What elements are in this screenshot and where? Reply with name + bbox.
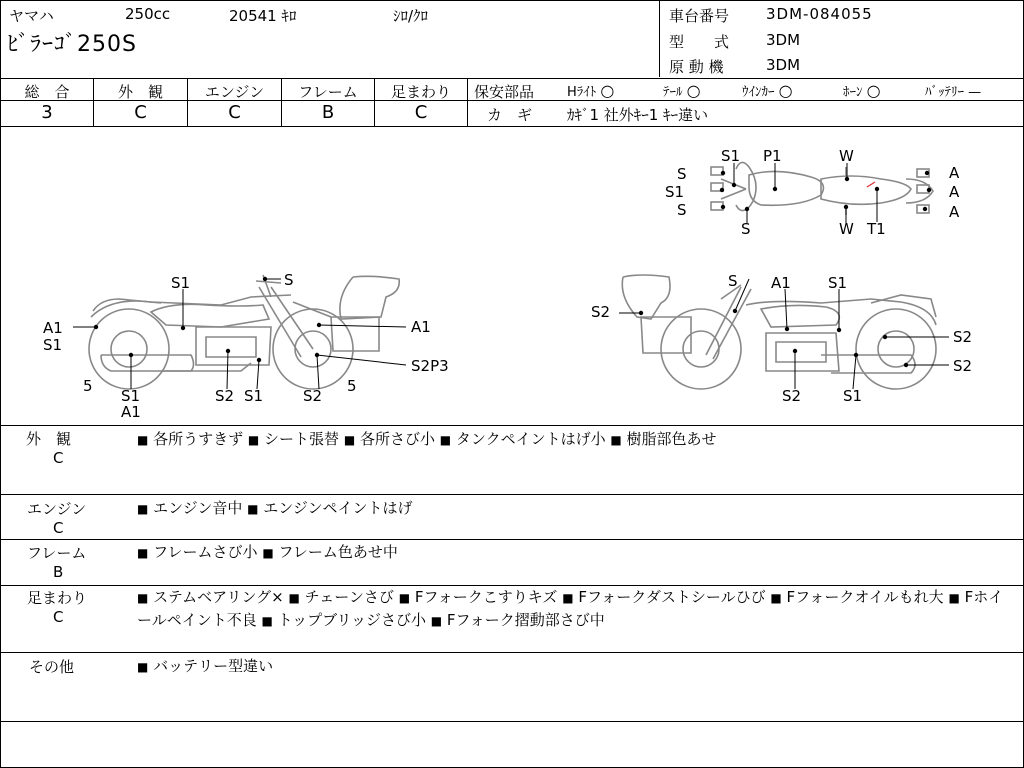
condition-title-exterior: 外 観	[26, 430, 72, 448]
grade-header-engine: エンジン	[204, 83, 265, 101]
right-label-s2d: S2	[782, 387, 802, 405]
right-label-a1: A1	[771, 274, 791, 292]
key-label: カ ギ	[487, 106, 533, 124]
left-label-a1: A1	[43, 319, 63, 337]
grade-frame: B	[321, 102, 335, 123]
bike-right-side-view	[622, 275, 936, 389]
frame-no-label: 車台番号	[669, 7, 730, 25]
safety-item-winker: ｳｲﾝｶｰ ○	[742, 81, 793, 100]
left-label-s2b: S2	[303, 387, 323, 405]
grade-header-exterior: 外 観	[117, 83, 163, 101]
bike-left-side-view	[89, 275, 399, 389]
left-label-s1: S1	[171, 274, 191, 292]
left-label-a1c: A1	[121, 403, 141, 421]
displacement: 250cc	[125, 5, 171, 23]
right-label-s2c: S2	[953, 357, 973, 375]
safety-item-horn: ﾎｰﾝ ○	[843, 81, 881, 100]
right-label-s1: S1	[828, 274, 848, 292]
condition-title-other: その他	[29, 658, 75, 676]
condition-items-engine: ■ エンジン音中 ■ エンジンペイントはげ	[137, 499, 413, 517]
top-label-s: S	[677, 165, 687, 183]
condition-grade-exterior: C	[53, 449, 64, 467]
left-label-s1d: S1	[244, 387, 264, 405]
top-label-a-c: A	[949, 203, 960, 221]
condition-grade-suspension: C	[53, 608, 64, 626]
top-label-p1: P1	[763, 147, 782, 165]
top-label-s1: S1	[721, 147, 741, 165]
engine-label: 原 動 機	[669, 58, 724, 76]
condition-title-suspension: 足まわり	[27, 589, 88, 607]
mileage: 20541 ｷﾛ	[229, 7, 297, 25]
top-label-t1: T1	[867, 220, 886, 238]
condition-items-exterior: ■ 各所うすきず ■ シート張替 ■ 各所さび小 ■ タンクペイントはげ小 ■ 樹脂部色あせ	[137, 430, 717, 448]
condition-items-other: ■ バッテリー型違い	[137, 657, 274, 675]
safety-item-battery: ﾊﾞｯﾃﾘｰ —	[925, 85, 982, 100]
left-label-a1b: A1	[411, 318, 431, 336]
left-label-5: 5	[83, 377, 93, 395]
condition-title-engine: エンジン	[27, 500, 87, 518]
maker: ヤマハ	[9, 7, 54, 25]
left-label-s2p3: S2P3	[411, 357, 449, 375]
top-label-s-c: S	[741, 220, 751, 238]
type-value: 3DM	[766, 31, 801, 49]
model-name: ﾋﾞﾗｰｺﾞ250S	[7, 32, 137, 57]
right-label-s2: S2	[591, 303, 611, 321]
color: ｼﾛ/ｸﾛ	[393, 7, 429, 25]
left-label-s2: S2	[215, 387, 235, 405]
type-label: 型 式	[669, 33, 730, 51]
bike-top-view	[711, 162, 933, 215]
condition-items-frame: ■ フレームさび小 ■ フレーム色あせ中	[137, 543, 398, 561]
right-label-s2b: S2	[953, 328, 973, 346]
top-label-a: A	[949, 164, 960, 182]
left-label-s1b: S1	[43, 336, 63, 354]
safety-item-tail: ﾃｰﾙ ○	[663, 81, 701, 100]
safety-label: 保安部品	[474, 83, 535, 101]
condition-items-suspension: ■ ステムベアリング× ■ チェーンさび ■ Fフォークこすりキズ ■ Fフォークダストシールひび ■ Fフォークオイルもれ大 ■ Fホイールペイント不良 ■ トップブリッジさび小 ■ Fフォーク摺動部さび中	[137, 588, 1004, 629]
top-label-w-b: W	[839, 220, 854, 238]
grade-header-frame: フレーム	[298, 83, 358, 101]
frame-no: 3DM-084055	[766, 5, 873, 23]
condition-title-frame: フレーム	[27, 544, 87, 562]
condition-grade-engine: C	[53, 519, 64, 537]
grade-exterior: C	[134, 102, 147, 123]
top-label-w: W	[839, 147, 854, 165]
engine-value: 3DM	[766, 56, 801, 74]
top-label-s-b: S	[677, 201, 687, 219]
safety-item-headlight: Hﾗｲﾄ ○	[567, 81, 615, 100]
key-text: ｶｷﾞ1 社外ｷｰ1 ｷｰ違い	[567, 106, 709, 124]
grade-header-overall: 総 合	[24, 83, 70, 101]
damage-diagram	[1, 127, 1023, 425]
left-label-s: S	[284, 271, 294, 289]
condition-grade-frame: B	[53, 563, 64, 581]
grade-suspension: C	[414, 102, 428, 123]
grade-header-suspension: 足まわり	[390, 83, 451, 101]
top-label-a-b: A	[949, 183, 960, 201]
grade-overall: 3	[41, 102, 53, 123]
left-label-s1c: S1	[121, 387, 141, 405]
top-label-s1b: S1	[665, 183, 685, 201]
right-label-s: S	[728, 272, 738, 290]
left-label-5b: 5	[347, 377, 357, 395]
grade-engine: C	[228, 102, 241, 123]
right-label-s1b: S1	[843, 387, 863, 405]
